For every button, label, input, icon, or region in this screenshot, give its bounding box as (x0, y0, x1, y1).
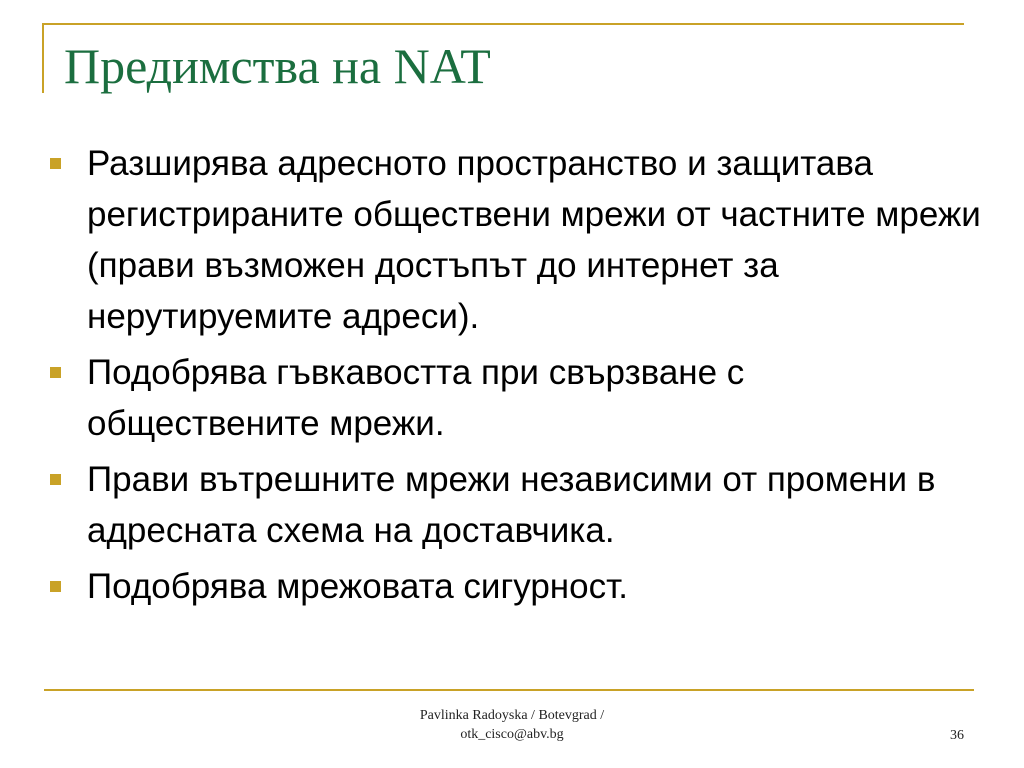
square-bullet-icon (50, 474, 61, 485)
bullet-item (44, 454, 984, 556)
bullet-list (44, 138, 984, 617)
footer (360, 706, 664, 744)
frame-top-line (42, 23, 964, 25)
frame-bottom-line (44, 689, 974, 691)
square-bullet-icon (50, 581, 61, 592)
bullet-item (44, 561, 984, 612)
square-bullet-icon (50, 158, 61, 169)
footer-author: Pavlinka Radoyska / Botevgrad / (419, 708, 605, 723)
slide-title: Предимства на NAT (64, 38, 491, 94)
bullet-item (44, 138, 984, 342)
bullet-text: Подобрява гъвкавостта при свързване с обществените мрежи. (87, 353, 745, 443)
bullet-text: Разширява адресното пространство и защитава регистрираните обществени мрежи от частните мрежи (прави възможен достъпът до интернет за нерутируемите адреси). (87, 144, 981, 336)
page-number: 36 (950, 728, 964, 743)
bullet-text: Подобрява мрежовата сигурност. (87, 567, 628, 606)
square-bullet-icon (50, 367, 61, 378)
frame-left-line (42, 23, 44, 93)
bullet-text: Прави вътрешните мрежи независими от промени в адресната схема на доставчика. (87, 460, 936, 550)
bullet-item (44, 347, 984, 449)
footer-email: otk_cisco@abv.bg (460, 727, 564, 742)
